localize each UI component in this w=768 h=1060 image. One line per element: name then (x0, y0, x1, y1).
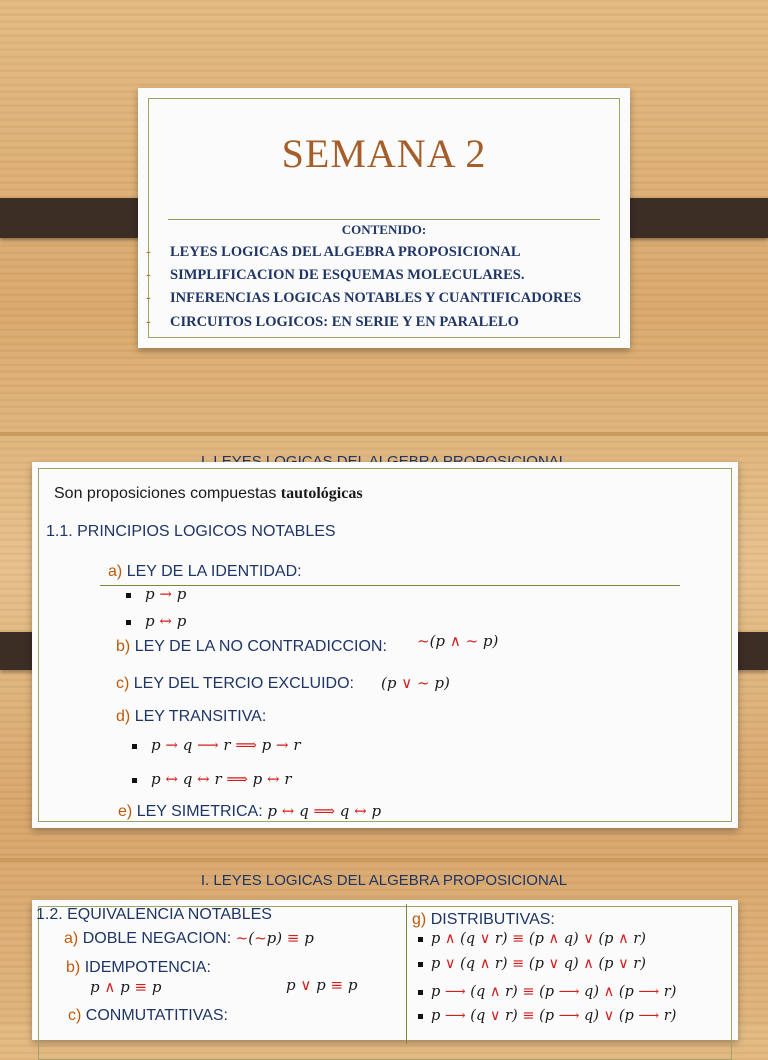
contents-item-label: LEYES LOGICAS DEL ALGEBRA PROPOSICIONAL (170, 244, 521, 260)
slide-separator (0, 432, 768, 436)
math-op: ↔ (159, 612, 172, 630)
math-term: r) (659, 984, 677, 1000)
transitive-formula-1 (132, 736, 301, 754)
law-label: LEY SIMETRICA: (136, 803, 263, 820)
math-term: p (299, 929, 314, 947)
contents-item-label: SIMPLIFICACION DE ESQUEMAS MOLECULARES. (170, 267, 525, 283)
idempotence-formula-1 (90, 978, 161, 996)
dash-marker: - (146, 290, 151, 306)
law-label: LEY DE LA IDENTIDAD: (126, 563, 302, 580)
math-op: ↔ (165, 770, 178, 788)
math-op: ⟹ (235, 736, 257, 754)
dash-marker: - (146, 314, 151, 330)
math-op: ∨ (603, 1008, 615, 1024)
math-term: p) (478, 632, 499, 650)
slide-separator (0, 858, 768, 862)
identity-formula-1 (126, 585, 186, 603)
law-label: LEY DEL TERCIO EXCLUIDO: (133, 675, 354, 692)
dash-marker: - (146, 267, 151, 283)
law-label: CONMUTATITIVAS: (85, 1007, 228, 1024)
math-op: ∧ (444, 931, 456, 947)
slide-3-title: I. LEYES LOGICAS DEL ALGEBRA PROPOSICIONAL (200, 872, 568, 889)
bullet (418, 990, 423, 995)
law-label: LEY DE LA NO CONTRADICCION: (134, 638, 387, 655)
distributive-formula-1 (418, 931, 646, 947)
math-term: p (145, 612, 155, 630)
math-term: p (256, 736, 276, 754)
math-term: (p (614, 1008, 639, 1024)
math-op: → (275, 736, 289, 754)
bullet (126, 593, 131, 598)
math-op: ∨ (489, 1008, 501, 1024)
math-term: p (151, 736, 166, 754)
math-op: ∧ (104, 978, 116, 996)
math-term: (p (534, 984, 559, 1000)
math-term: r) (490, 931, 513, 947)
bullet (126, 620, 131, 625)
math-op: ~ (235, 929, 249, 947)
math-op: ∨ (401, 674, 413, 692)
math-term: (p (524, 956, 549, 972)
slide-1-rule (168, 219, 600, 220)
math-term: p (343, 976, 358, 994)
law-label: LEY TRANSITIVA: (134, 708, 267, 725)
math-term: (p (429, 632, 450, 650)
math-op: ≡ (522, 1008, 535, 1024)
math-term: q (294, 802, 314, 820)
contents-heading: CONTENIDO: (341, 222, 427, 237)
math-op: ∧ (618, 931, 629, 947)
distributive-heading (412, 911, 555, 929)
math-op: ≡ (286, 929, 300, 947)
bullet (418, 1014, 423, 1019)
math-op: ∨ (583, 931, 594, 947)
math-op: → (159, 585, 172, 603)
intro-text (54, 485, 363, 503)
math-op: ↔ (281, 802, 295, 820)
math-term: r) (500, 984, 523, 1000)
bullet (132, 778, 137, 783)
math-term: p (90, 978, 105, 996)
math-op: ∧ (479, 956, 491, 972)
math-term: p (247, 770, 268, 788)
math-op: ↔ (267, 770, 280, 788)
distributive-formula-3 (418, 984, 676, 1000)
law-letter: c) (68, 1007, 82, 1024)
decor-bar-right (612, 198, 768, 238)
math-term: p (431, 956, 445, 972)
law-letter: a) (108, 563, 123, 580)
math-term: (p (534, 1008, 559, 1024)
idempotence-formula-2 (286, 976, 357, 994)
math-term: (q (465, 1008, 490, 1024)
double-negation-formula (236, 929, 314, 947)
math-term: q) (579, 984, 604, 1000)
math-term: r) (628, 956, 646, 972)
math-op: ⟶ (197, 736, 219, 754)
math-op: ⟶ (638, 984, 660, 1000)
math-term: q (177, 736, 198, 754)
slide-1-title: SEMANA 2 (281, 131, 487, 176)
math-term: (p (593, 931, 619, 947)
law-b-heading (116, 638, 387, 656)
subsection-heading: 1.2. EQUIVALENCIA NOTABLES (36, 906, 272, 923)
math-op: ≡ (512, 931, 525, 947)
math-term: r) (490, 956, 513, 972)
law-letter: g) (412, 911, 427, 928)
law-label: DISTRIBUTIVAS: (430, 911, 555, 928)
transitive-formula-2 (132, 770, 292, 788)
math-term: p (176, 585, 187, 603)
math-term: (q (465, 984, 490, 1000)
non-contradiction-formula (417, 632, 498, 650)
math-op: ⟶ (558, 984, 580, 1000)
math-term: r (218, 736, 236, 754)
law-d-heading (116, 708, 266, 726)
excluded-middle-formula (381, 674, 450, 692)
math-term: q) (559, 931, 584, 947)
law-label: DOBLE NEGACION: (82, 930, 232, 947)
math-op: ↔ (197, 770, 210, 788)
math-op: ⟹ (226, 770, 248, 788)
distributive-formula-4 (418, 1008, 676, 1024)
law-letter: e) (118, 803, 133, 820)
law-a-heading (108, 563, 302, 581)
distributive-formula-2 (418, 956, 646, 972)
math-op: ⟶ (444, 1008, 466, 1024)
math-op: ~ (254, 929, 267, 947)
math-term: (q (455, 956, 480, 972)
math-op: ↔ (354, 802, 367, 820)
contents-item-label: INFERENCIAS LOGICAS NOTABLES Y CUANTIFICADORES (170, 290, 582, 306)
math-op: ∨ (479, 931, 491, 947)
symmetric-formula (263, 802, 381, 820)
commutative-heading (68, 1007, 228, 1025)
math-term: (p (524, 931, 549, 947)
math-op: ∧ (583, 956, 594, 972)
math-op: → (165, 736, 178, 754)
math-op: ⟶ (444, 984, 466, 1000)
law-letter: a) (64, 930, 79, 947)
math-term: r) (500, 1008, 523, 1024)
law-label: IDEMPOTENCIA: (84, 959, 211, 976)
math-term: p (147, 978, 162, 996)
math-op: ⟶ (638, 1008, 660, 1024)
math-op: ~ (417, 674, 430, 692)
column-divider (406, 904, 407, 1044)
math-term: p (115, 978, 135, 996)
math-term: p (262, 802, 282, 820)
math-op: ⟶ (558, 1008, 580, 1024)
math-term: p) (266, 929, 287, 947)
bullet (418, 937, 423, 942)
math-term: (p (614, 984, 639, 1000)
math-term: p (311, 976, 331, 994)
law-letter: c) (116, 675, 130, 692)
slide-1-card (138, 88, 630, 348)
math-term: r (209, 770, 227, 788)
math-op: ∧ (489, 984, 501, 1000)
double-negation-heading (64, 929, 314, 948)
idempotence-heading (66, 959, 211, 977)
math-term: p (431, 931, 445, 947)
math-term: p (366, 802, 382, 820)
bullet (132, 744, 137, 749)
math-term: r) (628, 931, 646, 947)
law-c-heading (116, 675, 354, 693)
law-a-rule (100, 585, 680, 586)
math-term: p (286, 976, 301, 994)
law-e-heading (118, 802, 381, 821)
math-term: p (431, 984, 445, 1000)
math-term: p (145, 585, 155, 603)
math-term: ( (248, 929, 255, 947)
math-term: p (176, 612, 187, 630)
math-op: ≡ (512, 956, 525, 972)
math-op: ∨ (548, 956, 560, 972)
math-term: q) (579, 1008, 604, 1024)
law-letter: b) (66, 959, 81, 976)
math-op: ⟹ (313, 802, 336, 820)
math-term: q) (559, 956, 584, 972)
math-term: (p (593, 956, 619, 972)
math-term: p) (429, 674, 450, 692)
math-op: ≡ (522, 984, 535, 1000)
math-term: p (151, 770, 166, 788)
math-term: r) (659, 1008, 677, 1024)
math-op: ∧ (548, 931, 560, 947)
math-op: ≡ (134, 978, 148, 996)
subsection-heading: 1.1. PRINCIPIOS LOGICOS NOTABLES (46, 523, 336, 540)
math-term: (p (381, 674, 402, 692)
math-op: ~ (465, 632, 479, 650)
law-letter: b) (116, 638, 131, 655)
math-term: r (279, 770, 292, 788)
math-op: ∧ (449, 632, 461, 650)
intro-plain: Son proposiciones compuestas (54, 485, 281, 502)
intro-bold: tautológicas (280, 485, 363, 502)
decor-bar-left (0, 198, 156, 238)
math-op: ∧ (603, 984, 615, 1000)
math-term: (q (455, 931, 480, 947)
math-op: ∨ (444, 956, 456, 972)
math-term: r (288, 736, 301, 754)
math-op: ≡ (330, 976, 344, 994)
identity-formula-2 (126, 612, 186, 630)
dash-marker: - (146, 244, 151, 260)
math-op: ∨ (300, 976, 312, 994)
math-op: ~ (417, 632, 430, 650)
math-term: p (431, 1008, 445, 1024)
bullet (418, 962, 423, 967)
math-op: ∨ (618, 956, 629, 972)
math-term: q (335, 802, 355, 820)
contents-item-label: CIRCUITOS LOGICOS: EN SERIE Y EN PARALELO (170, 314, 519, 330)
law-letter: d) (116, 708, 131, 725)
math-term: q (177, 770, 198, 788)
